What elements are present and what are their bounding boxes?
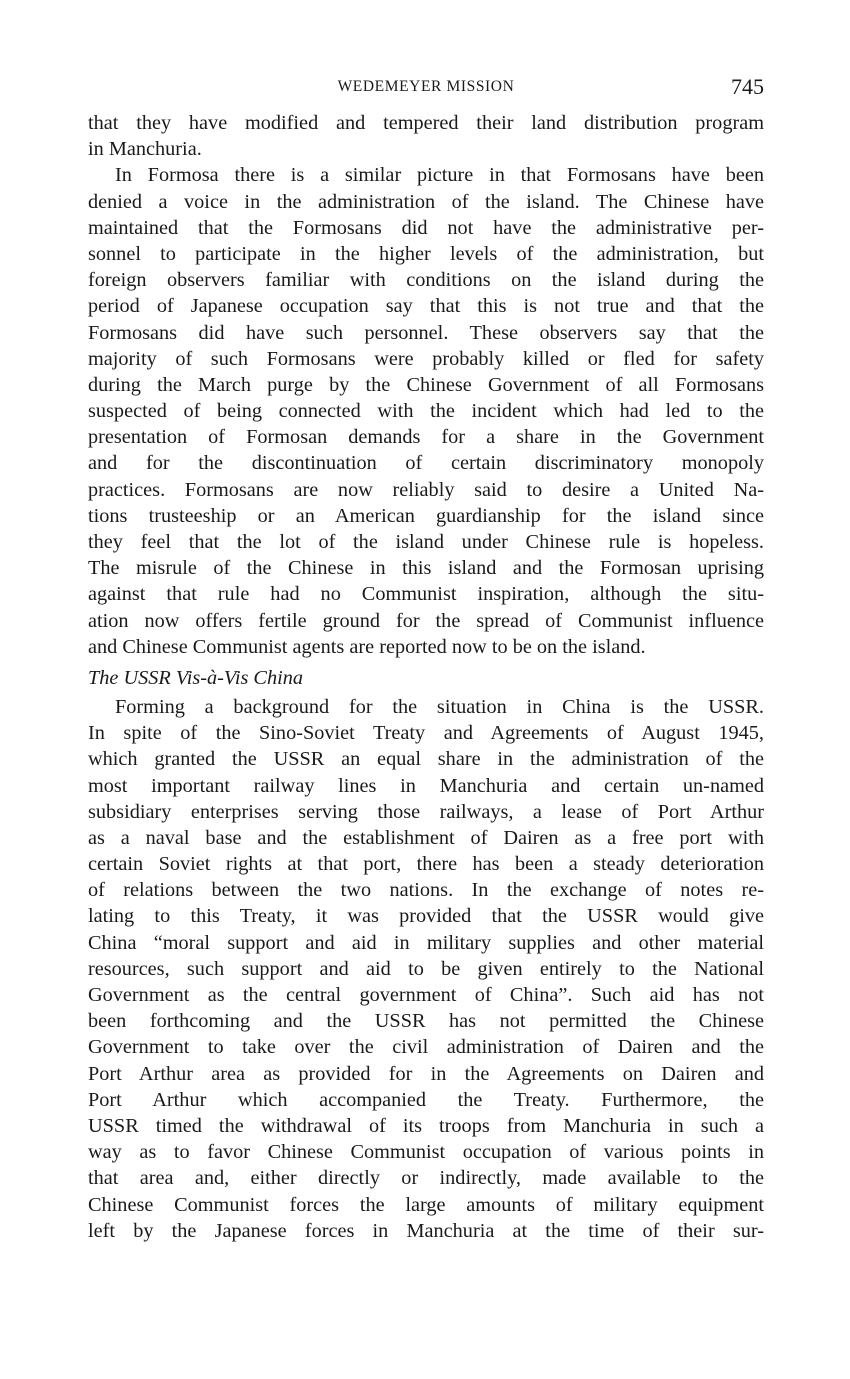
text-line: ation now offers fertile ground for the spread of Communist influence (88, 609, 764, 632)
text-line: as a naval base and the establishment of Dairen as a free port with (88, 826, 764, 849)
text-line: presentation of Formosan demands for a share in the Government (88, 426, 764, 449)
text-line: of relations between the two nations. In the exchange of notes re- (88, 879, 764, 902)
text-line: The misrule of the Chinese in this island and the Formosan uprising (88, 557, 764, 580)
text-line: Government as the central government of China”. Such aid has not (88, 984, 764, 1006)
text-line: which granted the USSR an equal share in the administration of the (88, 748, 764, 771)
section-heading: The USSR Vis-à-Vis China (88, 666, 304, 689)
text-line: that they have modified and tempered their land distribution program (88, 112, 764, 134)
text-line: tions trusteeship or an American guardianship for the island since (88, 504, 764, 527)
text-line: they feel that the lot of the island under Chinese rule is hopeless. (88, 531, 764, 553)
text-line: in Manchuria. (88, 138, 202, 161)
text-line: In Formosa there is a similar picture in that Formosans have been (115, 164, 764, 187)
text-line: against that rule had no Communist inspiration, although the situ- (88, 583, 764, 606)
text-line: certain Soviet rights at that port, there has been a steady deterioration (88, 853, 764, 876)
text-line: and for the discontinuation of certain discriminatory monopoly (88, 452, 764, 475)
text-line: foreign observers familiar with conditions on the island during the (88, 269, 764, 292)
paragraph-formosa (88, 162, 764, 660)
text-line: lating to this Treaty, it was provided that the USSR would give (88, 905, 764, 928)
text-line: during the March purge by the Chinese Government of all Formosans (88, 373, 764, 396)
document-page (88, 68, 764, 1244)
text-line: USSR timed the withdrawal of its troops from Manchuria in such a (88, 1114, 764, 1137)
text-line: Government to take over the civil administration of Dairen and the (88, 1036, 764, 1059)
text-line: maintained that the Formosans did not have the administrative per- (88, 216, 764, 239)
text-line: suspected of being connected with the incident which had led to the (88, 400, 764, 423)
text-line: majority of such Formosans were probably killed or fled for safety (88, 347, 764, 370)
page-number: 745 (731, 74, 764, 99)
text-line: Port Arthur area as provided for in the Agreements on Dairen and (88, 1062, 764, 1085)
text-line: resources, such support and aid to be given entirely to the National (88, 957, 764, 980)
text-line: practices. Formosans are now reliably said to desire a United Na- (88, 478, 764, 501)
text-line: Formosans did have such personnel. These observers say that the (88, 321, 764, 344)
paragraph-land-distribution (88, 110, 764, 162)
text-line: most important railway lines in Manchuria and certain un-named (88, 774, 764, 797)
running-head (88, 68, 764, 110)
text-line: denied a voice in the administration of the island. The Chinese have (88, 190, 764, 213)
paragraph-ussr (88, 694, 764, 1244)
text-line: and Chinese Communist agents are reported now to be on the island. (88, 635, 646, 658)
text-line: China “moral support and aid in military supplies and other material (88, 931, 764, 954)
text-line: way as to favor Chinese Communist occupation of various points in (88, 1141, 764, 1164)
text-line: subsidiary enterprises serving those railways, a lease of Port Arthur (88, 800, 764, 823)
text-line: Chinese Communist forces the large amounts of military equipment (88, 1193, 764, 1216)
text-line: In spite of the Sino-Soviet Treaty and Agreements of August 1945, (88, 722, 764, 745)
text-line: Forming a background for the situation in China is the USSR. (115, 695, 764, 718)
text-line: that area and, either directly or indirectly, made available to the (88, 1167, 764, 1190)
text-line: been forthcoming and the USSR has not permitted the Chinese (88, 1010, 764, 1033)
text-line: Port Arthur which accompanied the Treaty. Furthermore, the (88, 1088, 764, 1111)
text-line: left by the Japanese forces in Manchuria at the time of their sur- (88, 1219, 764, 1242)
text-line: sonnel to participate in the higher levels of the administration, but (88, 242, 764, 265)
text-line: period of Japanese occupation say that this is not true and that the (88, 295, 764, 318)
running-title: WEDEMEYER MISSION (337, 78, 515, 95)
